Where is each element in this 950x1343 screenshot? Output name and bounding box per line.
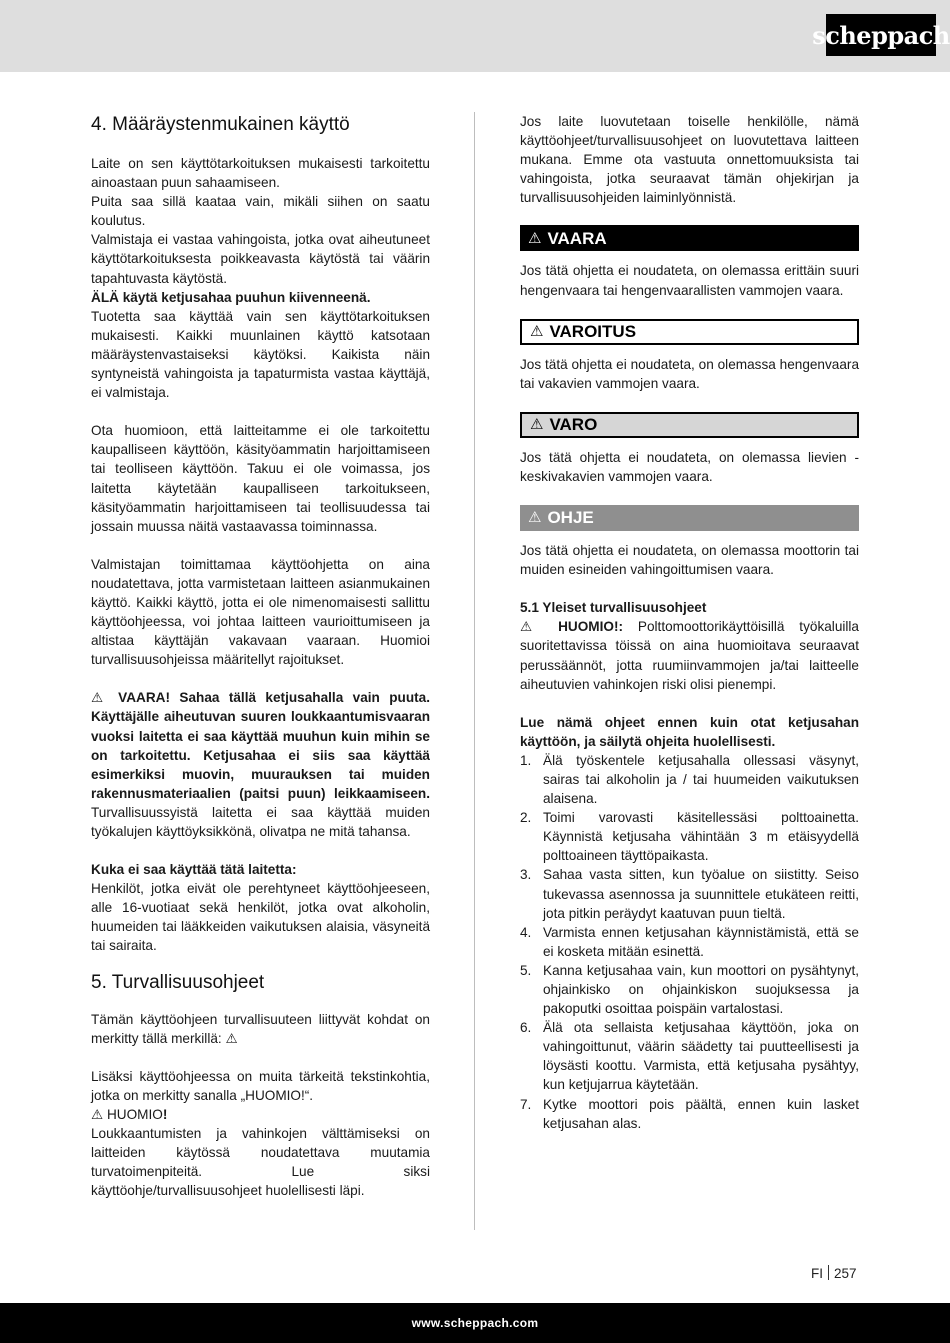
- danger-paragraph: [91, 688, 430, 841]
- subheading: Kuka ei saa käyttää tätä laitetta:: [91, 862, 297, 878]
- paragraph: Puita saa sillä kaataa vain, mikäli siihen on saatu koulutus.: [91, 194, 430, 229]
- paragraph: Jos tätä ohjetta ei noudateta, on olemassa moottorin tai muiden esineiden vahingoittumisen vaara.: [520, 543, 859, 578]
- huomio-exclamation: !: [162, 1106, 168, 1122]
- paragraph: Laite on sen käyttötarkoituksen mukaisesti tarkoitettu ainoastaan puun sahaamiseen.: [91, 156, 430, 191]
- paragraph: Lisäksi käyttöohjeessa on muita tärkeitä tekstinkohtia, jotka on merkitty sanalla „HUOMIO!“.: [91, 1068, 430, 1103]
- column-divider: [474, 112, 475, 1230]
- safety-list: [520, 751, 859, 1133]
- paragraph: Jos laite luovutetaan toiselle henkilölle, nämä käyttöohjeet/turvallisuusohjeet on luovutettava laitteen mukana. Emme ota vastuuta onnettomuuksista tai vahingoista, jotka seuraavat tämän ohjekirjan ja turvallisuusohjeiden laiminlyönnistä.: [520, 114, 859, 206]
- page-number: [811, 1265, 857, 1281]
- read-instructions: Lue nämä ohjeet ennen kuin otat ketjusahan käyttöön, ja säilytä ohjeita huolellisesti.: [520, 714, 859, 749]
- paragraph: Henkilöt, jotka eivät ole perehtyneet käyttöohjeeseen, alle 16-vuotiaat sekä henkilöt, jotka ovat alkoholin, huumeiden tai lääkkeiden vaikutuksen alaisia, väsyneitä tai sairaita.: [91, 881, 430, 954]
- paragraph: Valmistaja ei vastaa vahingoista, jotka ovat aiheutuneet käyttötarkoituksesta poikkeavasta käytöstä tai väärin tapahtuvasta käytöstä.: [91, 232, 430, 286]
- scheppach-logo: scheppach: [826, 14, 936, 56]
- list-item: 4. Varmista ennen ketjusahan käynnistämistä, että se ei kosketa mitään esinettä.: [520, 924, 859, 959]
- section-5-title: 5. Turvallisuusohjeet: [91, 971, 265, 993]
- huomio-note: [91, 1105, 430, 1124]
- varo-label: VARO: [549, 415, 598, 435]
- warning-triangle-icon: ⚠: [528, 509, 542, 527]
- right-column: [520, 112, 859, 1133]
- footer-url[interactable]: www.scheppach.com: [411, 1316, 539, 1330]
- varo-box: [520, 412, 859, 438]
- warning-triangle-icon: ⚠: [530, 416, 544, 434]
- list-item: 2. Toimi varovasti käsitellessäsi polttoainetta. Käynnistä ketjusaha vähintään 3 m etäisyydellä polttoaineen täyttöpaikasta.: [520, 810, 859, 864]
- ohje-label: OHJE: [547, 508, 594, 528]
- page-number-separator: [828, 1265, 829, 1280]
- warning-triangle-icon: ⚠: [528, 229, 542, 247]
- paragraph: Valmistajan toimittamaa käyttöohjetta on aina noudatettava, jotta varmistetaan laitteen asianmukainen käyttö. Kaikki käyttö, jotta ei ole nimenomaisesti sallittu käyttöohjeessa, voi johtaa laitteen vaurioittumiseen ja altistaa käyttäjän vakavaan vaaraan. Huomioi turvallisuusohjeissa määritellyt rajoitukset.: [91, 556, 430, 668]
- list-item: 5. Kanna ketjusahaa vain, kun moottori on pysähtynyt, ohjainkisko on ohjainkiskon suojuksessa ja pakoputki osoittaa poispäin vartalostasi.: [520, 962, 859, 1017]
- varoitus-label: VAROITUS: [549, 322, 637, 342]
- page-footer: [0, 1303, 950, 1343]
- paragraph: Jos tätä ohjetta ei noudateta, on olemassa hengenvaara tai vakavien vammojen vaara.: [520, 356, 859, 391]
- warning-triangle-icon: ⚠: [530, 323, 544, 341]
- section-5-1-title: 5.1 Yleiset turvallisuusohjeet: [520, 600, 707, 616]
- paragraph: Tuotetta saa käyttää vain sen käyttötarkoituksen mukaisesti. Kaikki muunlainen käyttö katsotaan määräystenvastaiseksi käytöksi. Kaikista näin syntyneistä vahingoista ja tapaturmista vastaa käyttäjä, ei valmistaja.: [91, 308, 430, 401]
- list-item: 6. Älä ota sellaista ketjusahaa käyttöön, joka on vahingoittunut, väärin säädetty tai puutteellisesti ja löysästi koottu. Varmista, että ketjusaha pysähtyy, kun ketjujarrua käytetään.: [520, 1020, 859, 1093]
- page-header: [0, 0, 950, 72]
- danger-rest-text: Turvallisuussyistä laitetta ei saa käyttää muiden työkalujen käyttöyksikkönä, olivatpa ne mitä tahansa.: [91, 804, 430, 839]
- paragraph: Jos tätä ohjetta ei noudateta, on olemassa erittäin suuri hengenvaara tai hengenvaarallisten vammojen vaara.: [520, 263, 859, 298]
- huomio-label: ⚠ HUOMIO: [91, 1106, 163, 1122]
- page-language: FI: [811, 1266, 823, 1281]
- paragraph: Ota huomioon, että laitteitamme ei ole tarkoitettu kaupalliseen käyttöön, käsityöammatin harjoittamiseen tai teolliseen käyttöön. Takuu ei ole voimassa, jos laitetta käytetään kaupalliseen tarkoitukseen, käsityöammatin harjoittamiseen tai teollisuudessa tai jossain muussa näitä vastaavassa toiminnassa.: [91, 423, 430, 534]
- paragraph: Tämän käyttöohjeen turvallisuuteen liittyvät kohdat on merkitty tällä merkillä: ⚠: [91, 1011, 430, 1046]
- list-item: 1. Älä työskentele ketjusahalla ollessasi väsynyt, sairas tai alkoholin ja / tai huumeiden vaikutuksen alaisena.: [520, 752, 859, 807]
- page-number-value: 257: [834, 1266, 857, 1281]
- paragraph: Loukkaantumisten ja vahinkojen välttämiseksi on laitteiden käytössä noudatettava muutamia turvatoimenpiteitä. Lue siksi käyttöohje/turvallisuusohjeet huolellisesti läpi.: [91, 1126, 430, 1199]
- list-item: 7. Kytke moottori pois päältä, ennen kuin lasket ketjusahan alas.: [520, 1096, 859, 1131]
- vaara-label: VAARA: [547, 228, 607, 248]
- ohje-box: [520, 505, 859, 531]
- huomio-text: Polttomoottorikäyttöisillä työkaluilla suoritettavissa töissä on aina huomioitava seuraavat perussäännöt, jotta ruumiinvammojen ja/tai laitteelle aiheutuvien vahinkojen riski olisi pienempi.: [520, 619, 859, 692]
- huomio-paragraph: [520, 617, 859, 693]
- bold-warning: ÄLÄ käytä ketjusahaa puuhun kiivenneenä.: [91, 289, 371, 305]
- list-item: 3. Sahaa vasta sitten, kun työalue on siistitty. Seiso tukevassa asennossa ja suunnittele etukäteen reitti, jota pitkin peräydyt kaatuvan puun tieltä.: [520, 867, 859, 921]
- section-4-title: 4. Määräystenmukainen käyttö: [91, 114, 350, 135]
- huomio-label: ⚠ HUOMIO!:: [520, 619, 624, 635]
- vaara-box: [520, 225, 859, 251]
- left-column: [91, 112, 430, 1200]
- danger-bold-text: ⚠ VAARA! Sahaa tällä ketjusahalla vain puuta. Käyttäjälle aiheutuvan suuren loukkaantumisvaaran vuoksi laitetta ei saa käyttää muuhun kuin mihin se on tarkoitettu. Ketjusahaa ei siis saa käyttää esimerkiksi muovin, muurauksen tai muiden rakennusmateriaalien (paitsi puun) leikkaamiseen.: [91, 690, 430, 801]
- varoitus-box: [520, 319, 859, 345]
- paragraph: Jos tätä ohjetta ei noudateta, on olemassa lievien - keskivakavien vammojen vaara.: [520, 449, 859, 484]
